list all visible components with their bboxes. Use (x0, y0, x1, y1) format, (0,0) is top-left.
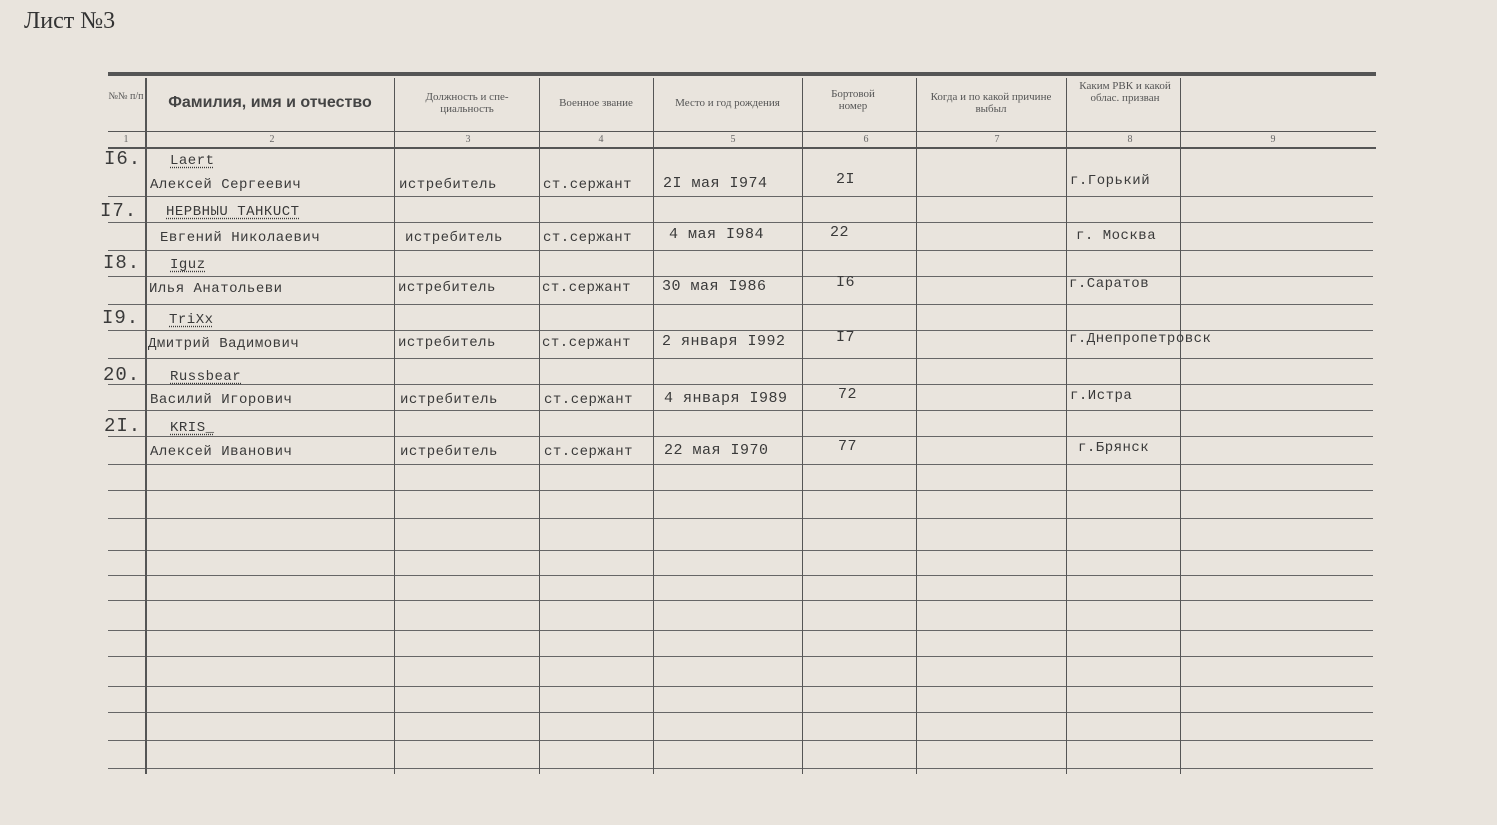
ruled-line (108, 686, 1373, 687)
header-col-7: Когда и по какой причине выбыл (930, 91, 1052, 115)
colnum-7: 7 (994, 134, 1000, 145)
header-col-1: №№ п/п (108, 91, 144, 102)
row-number: I6. (104, 148, 142, 170)
row-number: 2I. (104, 415, 142, 437)
rank: ст.сержант (544, 392, 634, 408)
row-number: 20. (103, 364, 141, 386)
callsign: Laert (170, 153, 215, 169)
full-name: Алексей Иванович (150, 444, 293, 460)
header-col-6: Бортовой номер (831, 88, 875, 112)
rank: ст.сержант (544, 444, 634, 460)
full-name: Алексей Сергеевич (150, 177, 302, 193)
colnum-4: 4 (598, 134, 604, 145)
callsign: TriXx (169, 312, 214, 328)
draft-office: г.Горький (1070, 173, 1151, 189)
rank: ст.сержант (543, 177, 633, 193)
colnum-1: 1 (123, 134, 129, 145)
ruled-line (108, 250, 1373, 251)
position: истребитель (398, 280, 496, 296)
birth: 4 января I989 (664, 390, 788, 407)
colnum-2: 2 (269, 134, 275, 145)
colnum-5: 5 (730, 134, 736, 145)
full-name: Дмитрий Вадимович (148, 336, 300, 352)
col-divider-4 (653, 78, 654, 774)
position: истребитель (399, 177, 497, 193)
rank: ст.сержант (543, 230, 633, 246)
callsign: KRIS_ (170, 420, 215, 436)
draft-office: г.Днепропетровск (1069, 331, 1212, 347)
ruled-line (108, 464, 1373, 465)
colnum-9: 9 (1270, 134, 1276, 145)
draft-office: г.Брянск (1078, 440, 1150, 456)
header-col-4: Военное звание (559, 97, 633, 109)
ruled-line (108, 656, 1373, 657)
draft-office: г. Москва (1076, 228, 1157, 244)
full-name: Евгений Николаевич (160, 230, 321, 246)
ruled-line (108, 304, 1373, 305)
col-divider-5 (802, 78, 803, 774)
birth: 4 мая I984 (669, 226, 765, 243)
ruled-line (108, 490, 1373, 491)
row-number: I7. (100, 200, 138, 222)
ruled-line (108, 550, 1373, 551)
birth: 2I мая I974 (663, 175, 768, 192)
board-number: 22 (830, 224, 850, 241)
ruled-line (108, 600, 1373, 601)
callsign: НЕРВНЫU ТАНКUСТ (166, 204, 300, 220)
birth: 30 мая I986 (662, 278, 767, 295)
col-divider-7 (1066, 78, 1067, 774)
ruled-line (108, 276, 1373, 277)
full-name: Илья Анатольеви (149, 281, 283, 297)
ruled-line (108, 712, 1373, 713)
ruled-line (108, 740, 1373, 741)
position: истребитель (405, 230, 503, 246)
callsign: Iguz (170, 257, 206, 273)
ruled-line (108, 222, 1373, 223)
position: истребитель (398, 335, 496, 351)
header-col-8: Каким РВК и какой облас. призван (1079, 80, 1171, 104)
board-number: 72 (838, 386, 858, 403)
sheet-title: Лист №3 (24, 8, 116, 34)
rank: ст.сержант (542, 335, 632, 351)
birth: 22 мая I970 (664, 442, 769, 459)
draft-office: г.Истра (1070, 388, 1133, 404)
full-name: Василий Игорович (150, 392, 293, 408)
ruled-line (108, 410, 1373, 411)
birth: 2 января I992 (662, 333, 786, 350)
ruled-line (108, 630, 1373, 631)
col-divider-8 (1180, 78, 1181, 774)
col-divider-2 (394, 78, 395, 774)
top-rule (108, 72, 1376, 76)
board-number: I7 (836, 329, 856, 346)
header-rule (108, 131, 1376, 132)
col-divider-1 (145, 78, 147, 774)
ruled-line (108, 436, 1373, 437)
header-col-5: Место и год рождения (675, 97, 780, 109)
board-number: 2I (836, 171, 856, 188)
header-col-3: Должность и спе-циальность (425, 91, 509, 115)
callsign: Russbear (170, 369, 242, 385)
header-col-2: Фамилия, имя и отчество (168, 94, 372, 111)
colnum-3: 3 (465, 134, 471, 145)
position: истребитель (400, 444, 498, 460)
draft-office: г.Саратов (1069, 276, 1150, 292)
ruled-line (108, 768, 1373, 769)
ruled-line (108, 575, 1373, 576)
colnum-6: 6 (863, 134, 869, 145)
row-number: I9. (102, 307, 140, 329)
colnum-8: 8 (1127, 134, 1133, 145)
ruled-line (108, 384, 1373, 385)
col-divider-3 (539, 78, 540, 774)
ruled-line (108, 196, 1373, 197)
rank: ст.сержант (542, 280, 632, 296)
row-number: I8. (103, 252, 141, 274)
ruled-line (108, 358, 1373, 359)
board-number: 77 (838, 438, 858, 455)
ruled-line (108, 518, 1373, 519)
col-divider-6 (916, 78, 917, 774)
position: истребитель (400, 392, 498, 408)
colnum-rule (108, 147, 1376, 149)
board-number: I6 (836, 274, 856, 291)
